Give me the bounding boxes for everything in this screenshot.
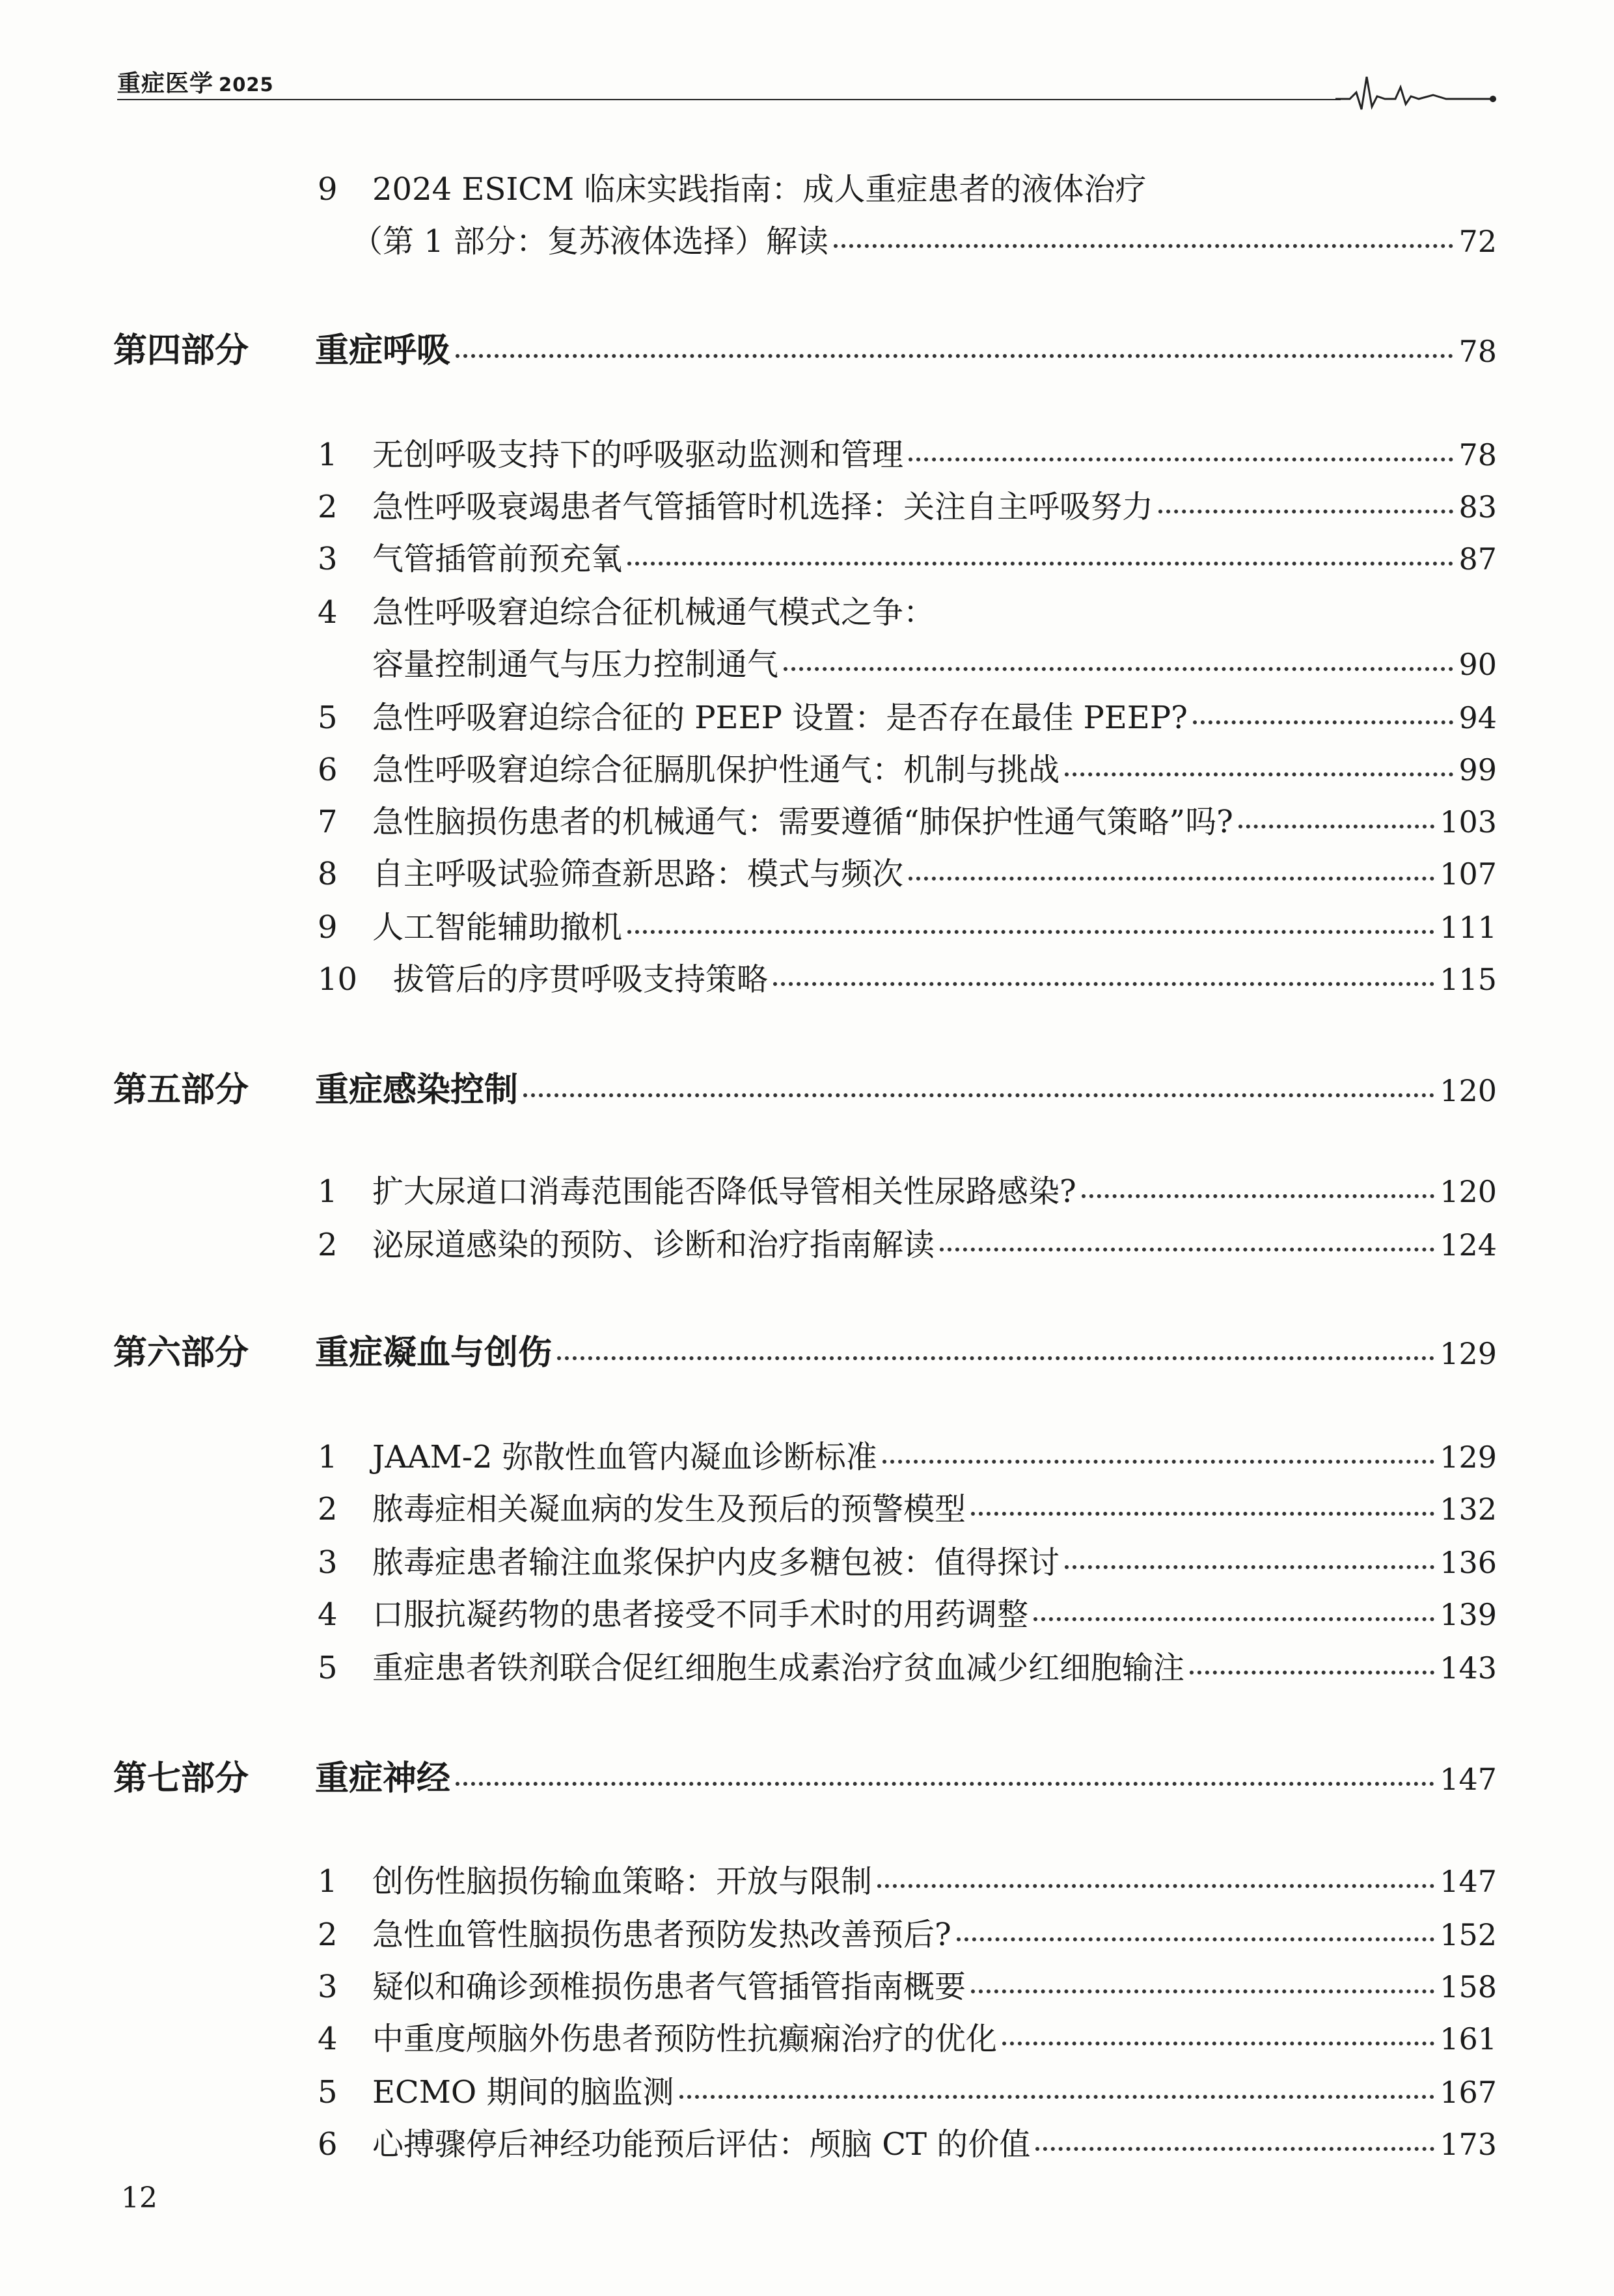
ecg-wave-icon (1335, 64, 1498, 116)
entry-number: 3 (318, 541, 338, 577)
entry-title: 脓毒症患者输注血浆保护内皮多糖包被：值得探讨 (372, 1544, 1060, 1581)
entry-number: 5 (318, 1650, 338, 1686)
page-number: 12 (121, 2181, 157, 2215)
entry-number: 9 (318, 909, 338, 946)
entry-title: 扩大尿道口消毒范围能否降低导管相关性尿路感染? (372, 1173, 1076, 1210)
toc-entry[interactable] (318, 1432, 1497, 1477)
toc-entry[interactable] (318, 482, 1497, 526)
toc-entry[interactable] (318, 1484, 1497, 1529)
entry-number: 2 (318, 489, 338, 525)
leader-dots (971, 1989, 1434, 1993)
entry-number: 4 (318, 1596, 338, 1633)
entry-number: 1 (318, 1863, 338, 1900)
entry-title: 自主呼吸试验筛查新思路：模式与频次 (372, 856, 904, 892)
toc-entry-continued[interactable] (372, 639, 1497, 684)
entry-title: 急性呼吸窘迫综合征机械通气模式之争： (372, 594, 935, 631)
toc-entry[interactable] (318, 1589, 1497, 1634)
entry-number: 4 (318, 2021, 338, 2057)
entry-page: 173 (1440, 2127, 1497, 2162)
entry-title: 拔管后的序贯呼吸支持策略 (393, 961, 769, 998)
section-heading-7[interactable] (113, 1751, 1497, 1799)
toc-entry[interactable] (318, 2119, 1497, 2164)
leader-dots (971, 1512, 1434, 1516)
entry-title: 脓毒症相关凝血病的发生及预后的预警模型 (372, 1491, 966, 1527)
leader-dots (1065, 1565, 1434, 1569)
entry-title: 创伤性脑损伤输血策略：开放与限制 (372, 1863, 873, 1900)
section-title: 重症神经 (315, 1759, 451, 1798)
entry-page: 161 (1440, 2021, 1497, 2057)
section-page: 120 (1440, 1073, 1497, 1108)
entry-number: 10 (318, 961, 358, 998)
entry-title: 急性脑损伤患者的机械通气：需要遵循“肺保护性通气策略”吗? (372, 804, 1233, 840)
leader-dots (627, 562, 1453, 566)
entry-title: 口服抗凝药物的患者接受不同手术时的用药调整 (372, 1596, 1029, 1633)
entry-number: 1 (318, 1173, 338, 1210)
section-label: 第六部分 (113, 1333, 249, 1373)
leader-dots (909, 458, 1453, 461)
leader-dots (773, 982, 1434, 986)
entry-title: 中重度颅脑外伤患者预防性抗癫痫治疗的优化 (372, 2021, 998, 2057)
entry-title: 气管插管前预充氧 (372, 541, 623, 577)
entry-title: 人工智能辅助撤机 (372, 909, 623, 946)
entry-page: 115 (1440, 962, 1497, 997)
section-label: 第五部分 (113, 1071, 249, 1110)
section-page: 147 (1440, 1762, 1497, 1797)
entry-page: 132 (1440, 1492, 1497, 1527)
toc-entry[interactable] (318, 587, 1497, 632)
leader-dots (909, 877, 1434, 881)
section-title: 重症感染控制 (315, 1071, 519, 1110)
leader-dots (784, 667, 1453, 671)
toc-entry[interactable] (318, 1537, 1497, 1582)
entry-title: 疑似和确诊颈椎损伤患者气管插管指南概要 (372, 1969, 966, 2005)
toc-entry[interactable] (318, 430, 1497, 474)
entry-page: 124 (1440, 1227, 1497, 1263)
book-year: 2025 (219, 74, 274, 96)
entry-page: 158 (1440, 1969, 1497, 2004)
entry-number: 7 (318, 804, 338, 840)
toc-entry[interactable] (318, 849, 1497, 894)
entry-page: 94 (1458, 700, 1497, 735)
entry-number: 3 (318, 1544, 338, 1581)
leader-dots (1035, 2147, 1434, 2151)
entry-page: 147 (1440, 1864, 1497, 1899)
entry-title: 无创呼吸支持下的呼吸驱动监测和管理 (372, 437, 904, 473)
toc-entry-continued[interactable] (351, 216, 1497, 261)
leader-dots (940, 1248, 1434, 1251)
toc-entry[interactable] (318, 2014, 1497, 2058)
entry-title: 心搏骤停后神经功能预后评估：颅脑 CT 的价值 (372, 2126, 1031, 2163)
entry-number: 6 (318, 752, 338, 788)
leader-dots (557, 1356, 1434, 1360)
entry-title-line2: 容量控制通气与压力控制通气 (372, 646, 779, 683)
toc-entry[interactable] (318, 902, 1497, 947)
entry-page: 99 (1458, 752, 1497, 787)
leader-dots (627, 930, 1434, 934)
entry-page: 78 (1458, 437, 1497, 472)
entry-number: 2 (318, 1491, 338, 1527)
section-label: 第七部分 (113, 1759, 249, 1798)
entry-page: 72 (1458, 224, 1497, 259)
entry-page: 139 (1440, 1597, 1497, 1632)
leader-dots (1158, 510, 1453, 513)
entry-page: 152 (1440, 1917, 1497, 1952)
toc-entry[interactable] (318, 797, 1497, 841)
leader-dots (456, 354, 1453, 358)
entry-title: 重症患者铁剂联合促红细胞生成素治疗贫血减少红细胞输注 (372, 1650, 1185, 1686)
leader-dots (957, 1937, 1434, 1941)
running-header (117, 57, 1497, 109)
entry-title: 泌尿道感染的预防、诊断和治疗指南解读 (372, 1227, 935, 1263)
toc-entry[interactable] (318, 1961, 1497, 2006)
entry-number: 8 (318, 856, 338, 892)
leader-dots (882, 1460, 1434, 1464)
entry-number: 2 (318, 1917, 338, 1953)
toc-entry[interactable] (318, 954, 1497, 999)
section-page: 129 (1440, 1336, 1497, 1371)
section-heading-5[interactable] (113, 1062, 1497, 1111)
section-title: 重症呼吸 (315, 331, 451, 370)
entry-number: 4 (318, 594, 338, 631)
toc-entry[interactable] (318, 1166, 1497, 1211)
entry-page: 111 (1440, 910, 1497, 945)
entry-page: 103 (1440, 804, 1497, 840)
entry-number: 6 (318, 2126, 338, 2163)
section-title: 重症凝血与创伤 (315, 1333, 553, 1373)
entry-title: 2024 ESICM 临床实践指南：成人重症患者的液体治疗 (372, 171, 1147, 208)
leader-dots (1238, 825, 1434, 828)
entry-number: 1 (318, 437, 338, 473)
entry-page: 107 (1440, 856, 1497, 892)
section-page: 78 (1458, 334, 1497, 369)
toc-entry[interactable] (318, 2067, 1497, 2112)
toc-entry[interactable] (318, 745, 1497, 789)
entry-title: 急性呼吸窘迫综合征膈肌保护性通气：机制与挑战 (372, 752, 1060, 788)
entry-number: 3 (318, 1969, 338, 2005)
entry-page: 90 (1458, 647, 1497, 682)
entry-title-line2: （第 1 部分：复苏液体选择）解读 (351, 223, 829, 260)
entry-number: 2 (318, 1227, 338, 1263)
section-heading-6[interactable] (113, 1325, 1497, 1374)
entry-page: 83 (1458, 489, 1497, 525)
entry-number: 5 (318, 2074, 338, 2111)
entry-title: 急性呼吸衰竭患者气管插管时机选择：关注自主呼吸努力 (372, 489, 1154, 525)
entry-title: 急性呼吸窘迫综合征的 PEEP 设置：是否存在最佳 PEEP? (372, 700, 1188, 736)
entry-page: 143 (1440, 1650, 1497, 1686)
leader-dots (456, 1782, 1434, 1786)
running-header-title (117, 65, 274, 98)
leader-dots (1082, 1194, 1434, 1198)
entry-number: 5 (318, 700, 338, 736)
entry-title: ECMO 期间的脑监测 (372, 2074, 674, 2111)
entry-number: 9 (318, 171, 338, 208)
section-heading-4[interactable] (113, 323, 1497, 372)
toc-entry[interactable] (318, 534, 1497, 579)
leader-dots (1033, 1617, 1434, 1621)
leader-dots (523, 1093, 1434, 1097)
book-title: 重症医学 (117, 70, 214, 97)
toc-entry[interactable] (318, 1856, 1497, 1901)
entry-title: JAAM-2 弥散性血管内凝血诊断标准 (372, 1439, 877, 1475)
toc-entry[interactable] (318, 692, 1497, 737)
leader-dots (1065, 772, 1453, 776)
leader-dots (834, 244, 1453, 248)
section-label: 第四部分 (113, 331, 249, 370)
header-rule (117, 99, 1341, 100)
leader-dots (679, 2095, 1435, 2099)
entry-page: 120 (1440, 1174, 1497, 1209)
entry-number: 1 (318, 1439, 338, 1475)
toc-entry[interactable] (318, 1909, 1497, 1954)
leader-dots (1190, 1671, 1434, 1674)
toc-entry[interactable] (318, 164, 1497, 209)
toc-entry[interactable] (318, 1220, 1497, 1264)
entry-page: 167 (1440, 2075, 1497, 2110)
entry-page: 87 (1458, 541, 1497, 577)
entry-page: 136 (1440, 1545, 1497, 1580)
leader-dots (877, 1884, 1434, 1888)
entry-page: 129 (1440, 1440, 1497, 1475)
toc-entry[interactable] (318, 1643, 1497, 1688)
entry-title: 急性血管性脑损伤患者预防发热改善预后? (372, 1917, 951, 1953)
leader-dots (1193, 720, 1454, 724)
leader-dots (1002, 2042, 1434, 2045)
